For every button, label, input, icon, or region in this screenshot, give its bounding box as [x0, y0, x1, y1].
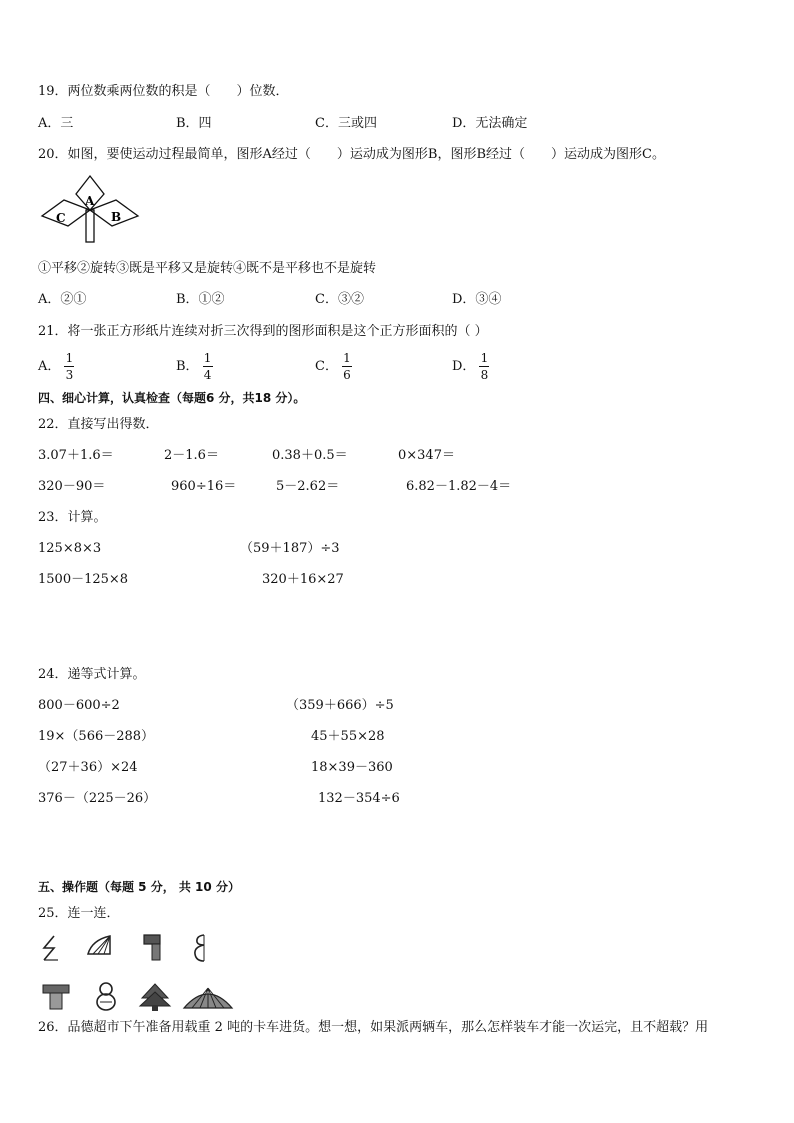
q24-item5: （27＋36）×24	[38, 760, 138, 775]
q22-r1-item4: 0×347＝	[398, 448, 455, 463]
q19-option-d[interactable]: D．无法确定	[452, 116, 528, 131]
rotation-figure	[38, 172, 142, 246]
q22-r2-item4: 6.82－1.82－4＝	[406, 479, 512, 494]
figure-label-a: A	[85, 194, 95, 208]
q23-stem: 23．计算。	[38, 510, 107, 525]
q23-item1: 125×8×3	[38, 541, 102, 556]
q24-item1: 800－600÷2	[38, 698, 120, 713]
q20-choices: ①平移②旋转③既是平移又是旋转④既不是平移也不是旋转	[38, 261, 377, 276]
q23-item2: （59＋187）÷3	[240, 541, 340, 556]
q23-item4: 320＋16×27	[262, 572, 344, 587]
q21-option-c[interactable]: C． $\frac{1}{6}$	[315, 351, 351, 382]
figure-label-c: C	[56, 211, 66, 225]
umbrella-icon[interactable]	[182, 984, 234, 1012]
q20-option-d[interactable]: D．③④	[452, 292, 502, 307]
gourd-half-icon[interactable]	[192, 932, 210, 964]
q25-stem: 25．连一连．	[38, 906, 120, 921]
mushroom-icon[interactable]	[40, 982, 72, 1012]
q24-stem: 24．递等式计算。	[38, 667, 146, 682]
q24-item6: 18×39－360	[311, 760, 393, 775]
q19-option-b[interactable]: B．四	[176, 116, 212, 131]
lightning-half-icon[interactable]	[40, 934, 62, 962]
gourd-icon[interactable]	[94, 980, 118, 1012]
q20-option-b[interactable]: B．①②	[176, 292, 225, 307]
section4-title: 四、细心计算，认真检查（每题6 分，共18 分）。	[38, 391, 306, 405]
q19-option-c[interactable]: C．三或四	[315, 116, 377, 131]
q21-stem: 21．将一张正方形纸片连续对折三次得到的图形面积是这个正方形面积的（ ）	[38, 324, 488, 339]
q22-r2-item3: 5－2.62＝	[276, 479, 340, 494]
q22-r1-item3: 0.38＋0.5＝	[272, 448, 348, 463]
q19-option-a[interactable]: A．三	[38, 116, 74, 131]
q23-item3: 1500－125×8	[38, 572, 129, 587]
q20-stem: 20．如图，要使运动过程最简单，图形A经过（ ）运动成为图形B，图形B经过（ ）运动成为图形C。	[38, 147, 665, 162]
q19-stem: 19．两位数乘两位数的积是（ ）位数．	[38, 84, 289, 99]
q24-item3: 19×（566－288）	[38, 729, 155, 744]
q24-item7: 376－（225－26）	[38, 791, 157, 806]
figure-label-b: B	[111, 210, 122, 224]
q24-item8: 132－354÷6	[318, 791, 400, 806]
q21-option-a[interactable]: A． $\frac{1}{3}$	[38, 351, 74, 382]
q20-option-c[interactable]: C．③②	[315, 292, 364, 307]
q22-r2-item1: 320－90＝	[38, 479, 106, 494]
q22-r1-item1: 3.07＋1.6＝	[38, 448, 114, 463]
q22-r2-item2: 960÷16＝	[171, 479, 237, 494]
q21-option-d[interactable]: D． $\frac{1}{8}$	[452, 351, 489, 382]
q20-option-a[interactable]: A．②①	[38, 292, 87, 307]
q24-item2: （359＋666）÷5	[286, 698, 394, 713]
q24-item4: 45＋55×28	[311, 729, 385, 744]
mushroom-half-icon[interactable]	[140, 932, 166, 964]
umbrella-half-icon[interactable]	[86, 932, 114, 962]
tree-icon[interactable]	[138, 982, 172, 1012]
q21-option-b[interactable]: B． $\frac{1}{4}$	[176, 351, 212, 382]
section5-title: 五、操作题（每题 5 分， 共 10 分）	[38, 880, 240, 894]
q22-r1-item2: 2－1.6＝	[164, 448, 219, 463]
q26-stem: 26．品德超市下午准备用载重 2 吨的卡车进货。想一想，如果派两辆车，那么怎样装车才能一次运完，且不超载？用	[38, 1020, 709, 1035]
q22-stem: 22．直接写出得数．	[38, 417, 159, 432]
